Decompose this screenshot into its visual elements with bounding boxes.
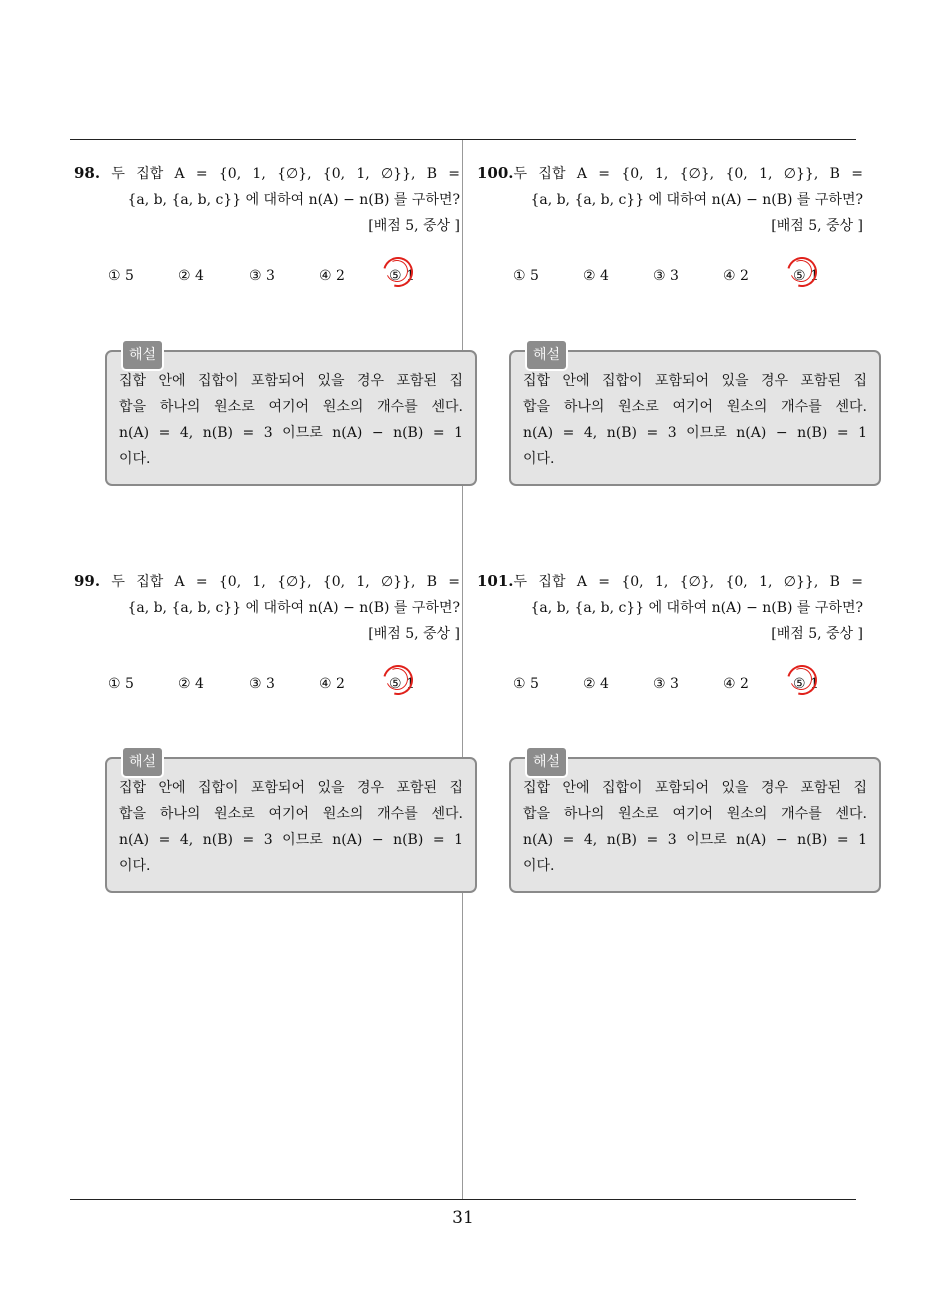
question-text: 두 집합 A = {0, 1, {∅}, {0, 1, ∅}}, B = bbox=[111, 166, 460, 182]
solution-line: 합을 하나의 원소로 여기어 원소의 개수를 센다. bbox=[523, 806, 867, 822]
choice-4[interactable]: ④ 2 bbox=[723, 268, 749, 284]
solution-line: 합을 하나의 원소로 여기어 원소의 개수를 센다. bbox=[523, 399, 867, 415]
choice-4[interactable]: ④ 2 bbox=[319, 268, 345, 284]
header-rule bbox=[70, 139, 856, 140]
solution-line: n(A) = 4, n(B) = 3 이므로 n(A) − n(B) = 1 bbox=[523, 832, 867, 848]
question-number: 99. bbox=[74, 572, 101, 590]
choice-2[interactable]: ② 4 bbox=[178, 268, 204, 284]
answer-choices bbox=[477, 671, 863, 695]
solution-line: n(A) = 4, n(B) = 3 이므로 n(A) − n(B) = 1 bbox=[119, 832, 463, 848]
choice-2[interactable]: ② 4 bbox=[583, 268, 609, 284]
solution-line: 이다. bbox=[119, 858, 151, 874]
answer-choices bbox=[477, 263, 863, 287]
solution-line: 이다. bbox=[119, 451, 151, 467]
choice-1[interactable]: ① 5 bbox=[513, 676, 539, 692]
choice-5[interactable] bbox=[793, 263, 819, 289]
choice-1[interactable]: ① 5 bbox=[108, 676, 134, 692]
question-number: 100. bbox=[477, 164, 514, 182]
problem-100 bbox=[477, 160, 863, 287]
solution-box-100 bbox=[509, 347, 881, 486]
solution-line: 합을 하나의 원소로 여기어 원소의 개수를 센다. bbox=[119, 399, 463, 415]
solution-line: 집합 안에 집합이 포함되어 있을 경우 포함된 집 bbox=[523, 780, 867, 796]
solution-tag: 해설 bbox=[121, 746, 164, 778]
answer-choices bbox=[74, 671, 460, 695]
answer-choices bbox=[74, 263, 460, 287]
choice-4[interactable]: ④ 2 bbox=[723, 676, 749, 692]
choice-5-label: ⑤ 1 bbox=[389, 268, 415, 284]
question-line-1 bbox=[477, 160, 863, 187]
solution-box-99 bbox=[105, 754, 477, 893]
question-line-2: {a, b, {a, b, c}} 에 대하여 n(A) − n(B) 를 구하면? bbox=[530, 192, 863, 208]
solution-tag: 해설 bbox=[525, 339, 568, 371]
solution-line: 이다. bbox=[523, 858, 555, 874]
problem-98 bbox=[74, 160, 460, 287]
choice-5-label: ⑤ 1 bbox=[793, 676, 819, 692]
problem-101 bbox=[477, 568, 863, 695]
question-line-1 bbox=[74, 568, 460, 595]
solution-line: 집합 안에 집합이 포함되어 있을 경우 포함된 집 bbox=[119, 780, 463, 796]
solution-box-101 bbox=[509, 754, 881, 893]
question-text: 두 집합 A = {0, 1, {∅}, {0, 1, ∅}}, B = bbox=[513, 166, 863, 182]
question-text: 두 집합 A = {0, 1, {∅}, {0, 1, ∅}}, B = bbox=[513, 574, 863, 590]
score-label: [배점 5, 중상 ] bbox=[771, 626, 863, 642]
question-line-2: {a, b, {a, b, c}} 에 대하여 n(A) − n(B) 를 구하면? bbox=[127, 600, 460, 616]
choice-5[interactable] bbox=[793, 671, 819, 697]
score-label: [배점 5, 중상 ] bbox=[368, 626, 460, 642]
solution-box-98 bbox=[105, 347, 477, 486]
question-line-1 bbox=[477, 568, 863, 595]
solution-line: 이다. bbox=[523, 451, 555, 467]
choice-1[interactable]: ① 5 bbox=[513, 268, 539, 284]
choice-2[interactable]: ② 4 bbox=[583, 676, 609, 692]
choice-5-label: ⑤ 1 bbox=[793, 268, 819, 284]
choice-2[interactable]: ② 4 bbox=[178, 676, 204, 692]
footer-rule bbox=[70, 1199, 856, 1200]
choice-3[interactable]: ③ 3 bbox=[249, 268, 275, 284]
question-line-2: {a, b, {a, b, c}} 에 대하여 n(A) − n(B) 를 구하면? bbox=[127, 192, 460, 208]
solution-line: 합을 하나의 원소로 여기어 원소의 개수를 센다. bbox=[119, 806, 463, 822]
question-number: 98. bbox=[74, 164, 101, 182]
question-number: 101. bbox=[477, 572, 514, 590]
score-label: [배점 5, 중상 ] bbox=[771, 218, 863, 234]
question-text: 두 집합 A = {0, 1, {∅}, {0, 1, ∅}}, B = bbox=[111, 574, 460, 590]
solution-tag: 해설 bbox=[121, 339, 164, 371]
choice-5[interactable] bbox=[389, 263, 415, 289]
solution-tag: 해설 bbox=[525, 746, 568, 778]
choice-4[interactable]: ④ 2 bbox=[319, 676, 345, 692]
solution-line: 집합 안에 집합이 포함되어 있을 경우 포함된 집 bbox=[119, 373, 463, 389]
choice-5-label: ⑤ 1 bbox=[389, 676, 415, 692]
solution-line: n(A) = 4, n(B) = 3 이므로 n(A) − n(B) = 1 bbox=[523, 425, 867, 441]
question-line-1 bbox=[74, 160, 460, 187]
question-line-2: {a, b, {a, b, c}} 에 대하여 n(A) − n(B) 를 구하면? bbox=[530, 600, 863, 616]
choice-1[interactable]: ① 5 bbox=[108, 268, 134, 284]
choice-3[interactable]: ③ 3 bbox=[653, 268, 679, 284]
solution-line: n(A) = 4, n(B) = 3 이므로 n(A) − n(B) = 1 bbox=[119, 425, 463, 441]
choice-5[interactable] bbox=[389, 671, 415, 697]
solution-line: 집합 안에 집합이 포함되어 있을 경우 포함된 집 bbox=[523, 373, 867, 389]
choice-3[interactable]: ③ 3 bbox=[249, 676, 275, 692]
score-label: [배점 5, 중상 ] bbox=[368, 218, 460, 234]
choice-3[interactable]: ③ 3 bbox=[653, 676, 679, 692]
page-number: 31 bbox=[452, 1208, 474, 1228]
column-divider bbox=[462, 140, 463, 1199]
problem-99 bbox=[74, 568, 460, 695]
